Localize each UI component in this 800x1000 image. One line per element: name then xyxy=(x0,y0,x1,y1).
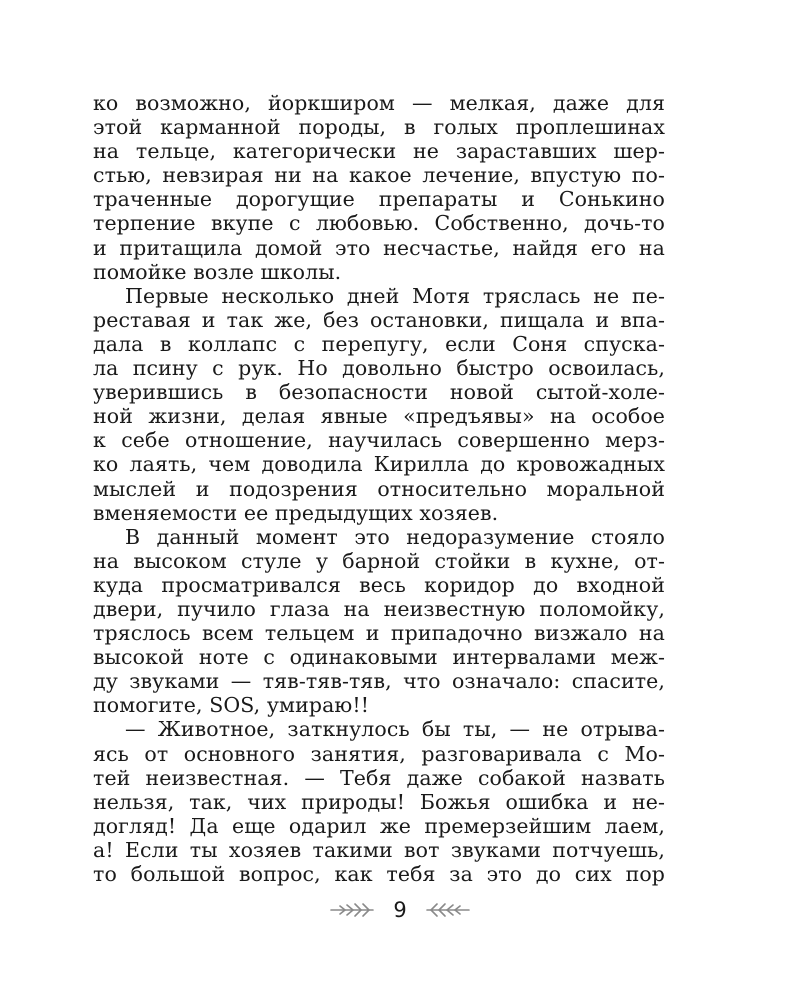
text-line: тряслось всем тельцем и припадочно визжало на xyxy=(93,621,665,646)
text-line: — Животное, заткнулось бы ты, — не отрыва- xyxy=(125,717,665,742)
text-line: ла псину с рук. Но довольно быстро освоилась, xyxy=(93,356,665,381)
text-line: стью, невзирая ни на какое лечение, впустую по- xyxy=(93,163,665,188)
text-line: вменяемости ее предыдущих хозяев. xyxy=(93,500,499,525)
text-line: ко лаять, чем доводила Кирилла до кровожадных xyxy=(93,452,665,477)
text-line: уверившись в безопасности новой сытой-холе- xyxy=(93,380,665,405)
text-line: на тельце, категорически не зараставших шер- xyxy=(93,139,665,164)
text-line: то большой вопрос, как тебя за это до сих пор xyxy=(93,862,665,886)
text-line: этой карманной породы, в голых проплешинах xyxy=(93,115,665,140)
text-line: траченные дорогущие препараты и Сонькино xyxy=(93,187,665,212)
text-line: ко возможно, йоркширом — мелкая, даже для xyxy=(93,91,665,115)
text-line: догляд! Да еще одарил же премерзейшим лаем, xyxy=(93,813,665,838)
text-line: реставая и так же, без остановки, пищала и впа- xyxy=(93,307,665,332)
text-line: дала в коллапс с перепугу, если Соня спуска- xyxy=(93,331,665,356)
text-line: помойке возле школы. xyxy=(93,259,342,284)
text-line: на высоком стуле у барной стойки в кухне, от- xyxy=(93,548,665,573)
body-text xyxy=(93,91,665,886)
text-line: двери, пучило глаза на неизвестную поломойку, xyxy=(93,596,665,621)
text-line: В данный момент это недоразумение стояло xyxy=(125,524,665,549)
text-line: тей неизвестная. — Тебя даже собакой назвать xyxy=(93,765,665,790)
text-line: ной жизни, делая явные «предъявы» на особое xyxy=(93,404,665,429)
text-line: помогите, SOS, умираю!! xyxy=(93,693,370,718)
text-line: ясь от основного занятия, разговаривала с Мо- xyxy=(93,741,665,766)
page-footer xyxy=(0,896,800,924)
text-line: к себе отношение, научилась совершенно мерз- xyxy=(93,428,665,453)
text-line: Первые несколько дней Мотя тряслась не пе- xyxy=(125,283,665,308)
text-line: терпение вкупе с любовью. Собственно, дочь-то xyxy=(93,211,665,236)
text-line: куда просматривался весь коридор до входной xyxy=(93,572,665,597)
text-line: а! Если ты хозяев такими вот звуками потчуешь, xyxy=(93,837,665,862)
text-line: высокой ноте с одинаковыми интервалами меж- xyxy=(93,645,665,670)
text-line: нельзя, так, чих природы! Божья ошибка и не- xyxy=(93,789,665,814)
leaf-sprig-right-icon xyxy=(425,900,471,920)
page-number: 9 xyxy=(393,898,407,922)
text-line: и притащила домой это несчастье, найдя его на xyxy=(93,235,665,260)
text-line: мыслей и подозрения относительно моральной xyxy=(93,476,665,501)
text-line: ду звуками — тяв-тяв-тяв, что означало: спасите, xyxy=(93,669,665,694)
leaf-sprig-left-icon xyxy=(329,900,375,920)
